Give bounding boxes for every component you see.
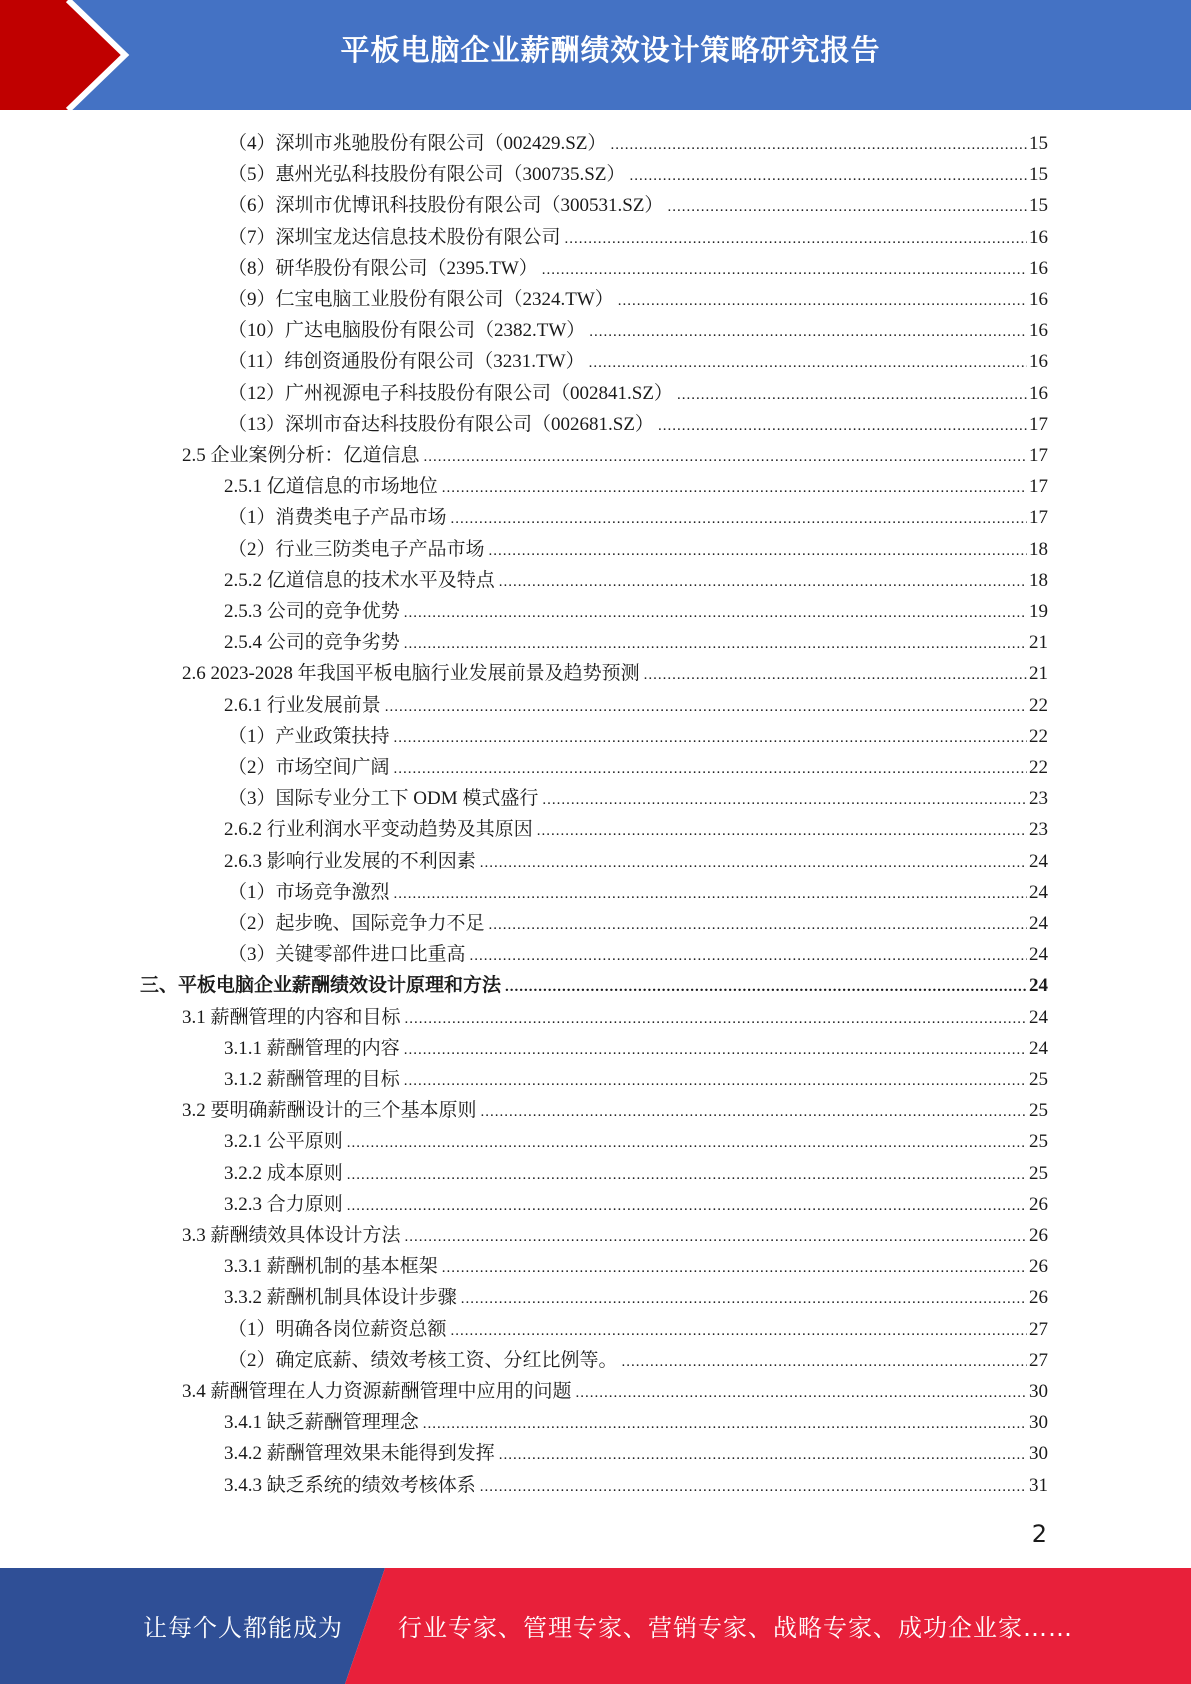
toc-dot-leader (618, 286, 1027, 317)
toc-dot-leader (489, 536, 1027, 567)
toc-dot-leader (451, 504, 1027, 535)
toc-dot-leader (405, 1222, 1027, 1253)
toc-entry-page: 27 (1029, 1349, 1048, 1371)
toc-dot-leader (537, 816, 1027, 847)
toc-entry[interactable] (228, 253, 1048, 284)
toc-entry-label: （3）关键零部件进口比重高 (228, 944, 466, 966)
toc-entry[interactable] (224, 1470, 1048, 1501)
toc-entry-label: 3.2.1 公平原则 (224, 1131, 343, 1153)
toc-dot-leader (542, 255, 1027, 286)
toc-entry[interactable] (182, 1002, 1048, 1033)
toc-entry[interactable] (228, 222, 1048, 253)
toc-entry-label: （2）确定底薪、绩效考核工资、分红比例等。 (228, 1349, 618, 1371)
toc-entry-label: 3.3.2 薪酬机制具体设计步骤 (224, 1287, 457, 1309)
toc-dot-leader (576, 1378, 1027, 1409)
toc-entry[interactable] (224, 846, 1048, 877)
toc-dot-leader (480, 848, 1027, 879)
toc-entry-page: 15 (1029, 195, 1048, 217)
toc-entry-page: 17 (1029, 413, 1048, 435)
toc-entry-label: （6）深圳市优博讯科技股份有限公司（300531.SZ） (228, 195, 664, 217)
footer-slogan-right: 行业专家、管理专家、营销专家、战略专家、成功企业家…… (398, 1614, 1073, 1642)
toc-entry[interactable] (224, 596, 1048, 627)
toc-entry-label: 3.1.1 薪酬管理的内容 (224, 1037, 400, 1059)
toc-entry-label: （1）产业政策扶持 (228, 725, 390, 747)
toc-dot-leader (499, 1440, 1027, 1471)
toc-entry[interactable] (182, 658, 1048, 689)
toc-entry[interactable] (228, 783, 1048, 814)
toc-entry[interactable] (228, 502, 1048, 533)
toc-entry-label: 2.6.3 影响行业发展的不利因素 (224, 850, 476, 872)
toc-entry[interactable] (228, 721, 1048, 752)
toc-dot-leader (470, 941, 1027, 972)
toc-entry-page: 26 (1029, 1287, 1048, 1309)
toc-entry-page: 24 (1029, 850, 1048, 872)
toc-entry-label: （1）消费类电子产品市场 (228, 507, 447, 529)
toc-entry-page: 24 (1029, 975, 1048, 997)
toc-entry-label: 2.5.4 公司的竞争劣势 (224, 632, 400, 654)
toc-entry[interactable] (228, 378, 1048, 409)
toc-dot-leader (667, 192, 1027, 223)
toc-entry-page: 15 (1029, 164, 1048, 186)
toc-entry[interactable] (228, 159, 1048, 190)
toc-entry-page: 24 (1029, 1037, 1048, 1059)
toc-entry-page: 19 (1029, 601, 1048, 622)
toc-dot-leader (505, 972, 1027, 1003)
toc-entry-page: 31 (1029, 1474, 1048, 1496)
toc-dot-leader (461, 1284, 1027, 1315)
toc-entry-page: 25 (1029, 1069, 1048, 1090)
toc-entry-label: 2.5 企业案例分析：亿道信息 (182, 445, 420, 466)
toc-entry-page: 23 (1029, 788, 1048, 810)
toc-entry[interactable] (224, 1064, 1048, 1095)
toc-entry-page: 15 (1029, 133, 1048, 154)
toc-dot-leader (347, 1191, 1027, 1222)
toc-entry[interactable] (228, 1345, 1048, 1376)
toc-dot-leader (644, 660, 1027, 691)
toc-dot-leader (394, 723, 1027, 754)
toc-entry-page: 24 (1029, 881, 1048, 903)
toc-entry-label: 2.6.1 行业发展前景 (224, 694, 381, 716)
toc-entry-label: 3.1 薪酬管理的内容和目标 (182, 1006, 401, 1028)
toc-entry[interactable] (224, 1251, 1048, 1282)
toc-entry[interactable] (224, 1407, 1048, 1438)
toc-entry[interactable] (224, 627, 1048, 658)
toc-dot-leader (622, 1347, 1027, 1378)
toc-entry-page: 25 (1029, 1100, 1048, 1122)
toc-dot-leader (394, 754, 1027, 785)
toc-dot-leader (542, 785, 1027, 816)
toc-dot-leader (480, 1472, 1027, 1503)
toc-dot-leader (404, 1066, 1027, 1097)
toc-dot-leader (499, 567, 1027, 598)
toc-entry-label: （11）纬创资通股份有限公司（3231.TW） (228, 351, 585, 373)
toc-entry[interactable] (224, 1126, 1048, 1157)
toc-entry-page: 24 (1029, 944, 1048, 966)
toc-entry-label: （13）深圳市奋达科技股份有限公司（002681.SZ） (228, 413, 654, 435)
toc-entry[interactable] (228, 128, 1048, 159)
toc-entry[interactable] (228, 190, 1048, 221)
toc-entry-page: 24 (1029, 913, 1048, 934)
toc-entry-page: 26 (1029, 1193, 1048, 1215)
toc-entry[interactable] (182, 440, 1048, 471)
toc-entry[interactable] (228, 534, 1048, 565)
toc-entry[interactable] (228, 877, 1048, 908)
toc-entry-label: （2）行业三防类电子产品市场 (228, 538, 485, 560)
toc-entry-page: 16 (1029, 289, 1048, 310)
toc-entry-label: 3.2 要明确薪酬设计的三个基本原则 (182, 1100, 477, 1122)
toc-dot-leader (658, 411, 1027, 442)
toc-dot-leader (451, 1316, 1027, 1347)
toc-entry-page: 16 (1029, 320, 1048, 342)
toc-entry-page: 18 (1029, 538, 1048, 560)
toc-entry-page: 25 (1029, 1162, 1048, 1184)
toc-dot-leader (404, 1035, 1027, 1066)
toc-entry[interactable] (228, 346, 1048, 377)
toc-entry-label: （5）惠州光弘科技股份有限公司（300735.SZ） (228, 164, 626, 186)
toc-entry-label: 3.1.2 薪酬管理的目标 (224, 1069, 400, 1090)
toc-entry[interactable] (224, 565, 1048, 596)
toc-dot-leader (347, 1128, 1027, 1159)
toc-entry[interactable] (140, 970, 1048, 1001)
toc-entry-label: 三、平板电脑企业薪酬绩效设计原理和方法 (140, 975, 502, 997)
toc-entry[interactable] (228, 1314, 1048, 1345)
toc-entry-label: 2.6.2 行业利润水平变动趋势及其原因 (224, 819, 533, 841)
toc-dot-leader (481, 1097, 1027, 1128)
toc-entry-label: 3.4 薪酬管理在人力资源薪酬管理中应用的问题 (182, 1381, 572, 1402)
toc-dot-leader (489, 910, 1027, 941)
toc-dot-leader (394, 879, 1027, 910)
toc-entry-label: （9）仁宝电脑工业股份有限公司（2324.TW） (228, 289, 614, 310)
toc-entry[interactable] (182, 1220, 1048, 1251)
toc-entry-label: 2.5.2 亿道信息的技术水平及特点 (224, 569, 495, 591)
toc-entry-page: 30 (1029, 1412, 1048, 1434)
toc-entry-label: （2）起步晚、国际竞争力不足 (228, 913, 485, 934)
toc-entry[interactable] (224, 814, 1048, 845)
toc-dot-leader (404, 598, 1027, 629)
toc-entry[interactable] (182, 1095, 1048, 1126)
toc-entry-page: 17 (1029, 445, 1048, 466)
toc-entry-label: 3.4.2 薪酬管理效果未能得到发挥 (224, 1443, 495, 1465)
toc-entry-label: 3.2.3 合力原则 (224, 1193, 343, 1215)
toc-dot-leader (442, 1253, 1027, 1284)
toc-entry[interactable] (224, 1158, 1048, 1189)
toc-entry-page: 18 (1029, 569, 1048, 591)
toc-entry-label: 2.5.3 公司的竞争优势 (224, 601, 400, 622)
toc-entry-page: 22 (1029, 757, 1048, 778)
toc-dot-leader (405, 1004, 1027, 1035)
toc-entry[interactable] (224, 1189, 1048, 1220)
toc-entry-label: （2）市场空间广阔 (228, 757, 390, 778)
toc-entry-label: （12）广州视源电子科技股份有限公司（002841.SZ） (228, 382, 673, 404)
toc-entry[interactable] (228, 409, 1048, 440)
toc-entry-page: 21 (1029, 663, 1048, 685)
toc-entry-page: 30 (1029, 1381, 1048, 1402)
toc-entry-page: 16 (1029, 257, 1048, 279)
toc-entry-label: 3.2.2 成本原则 (224, 1162, 343, 1184)
toc-entry[interactable] (228, 315, 1048, 346)
toc-dot-leader (629, 161, 1027, 192)
toc-entry-label: 3.3 薪酬绩效具体设计方法 (182, 1225, 401, 1246)
toc-entry-page: 16 (1029, 226, 1048, 248)
toc-dot-leader (423, 1409, 1027, 1440)
toc-entry[interactable] (224, 1033, 1048, 1064)
toc-entry-label: （1）明确各岗位薪资总额 (228, 1318, 447, 1340)
toc-dot-leader (589, 317, 1027, 348)
toc-entry-label: （1）市场竞争激烈 (228, 881, 390, 903)
toc-dot-leader (677, 380, 1027, 411)
toc-entry[interactable] (224, 471, 1048, 502)
toc-entry-page: 17 (1029, 476, 1048, 498)
toc-dot-leader (404, 629, 1027, 660)
toc-entry-page: 21 (1029, 632, 1048, 654)
toc-entry-label: （8）研华股份有限公司（2395.TW） (228, 257, 538, 279)
footer-slogan-left: 让每个人都能成为 (143, 1614, 343, 1642)
toc-entry-page: 22 (1029, 694, 1048, 716)
toc-entry-page: 26 (1029, 1256, 1048, 1278)
page-header (0, 0, 1191, 110)
toc-dot-leader (347, 1160, 1027, 1191)
report-title: 平板电脑企业薪酬绩效设计策略研究报告 (340, 33, 881, 67)
toc-entry-page: 24 (1029, 1006, 1048, 1028)
toc-entry-page: 16 (1029, 382, 1048, 404)
toc-dot-leader (589, 348, 1027, 379)
toc-entry-label: 3.3.1 薪酬机制的基本框架 (224, 1256, 438, 1278)
toc-entry-page: 25 (1029, 1131, 1048, 1153)
toc-entry-page: 16 (1029, 351, 1048, 373)
toc-entry[interactable] (224, 1438, 1048, 1469)
page-footer (0, 1568, 1191, 1684)
toc-dot-leader (442, 473, 1027, 504)
toc-entry-label: 3.4.3 缺乏系统的绩效考核体系 (224, 1474, 476, 1496)
toc-entry[interactable] (228, 939, 1048, 970)
toc-entry-label: 2.5.1 亿道信息的市场地位 (224, 476, 438, 498)
toc-entry-page: 26 (1029, 1225, 1048, 1246)
toc-entry-label: 3.4.1 缺乏薪酬管理理念 (224, 1412, 419, 1434)
toc-dot-leader (565, 224, 1027, 255)
toc-dot-leader (610, 130, 1027, 161)
toc-entry[interactable] (228, 752, 1048, 783)
toc-entry[interactable] (228, 908, 1048, 939)
toc-entry-label: 2.6 2023-2028 年我国平板电脑行业发展前景及趋势预测 (182, 663, 640, 685)
toc-entry-label: （3）国际专业分工下 ODM 模式盛行 (228, 788, 539, 810)
toc-dot-leader (424, 442, 1027, 473)
toc-entry-page: 27 (1029, 1318, 1048, 1340)
toc-entry-label: （4）深圳市兆驰股份有限公司（002429.SZ） (228, 133, 607, 154)
toc-entry[interactable] (224, 1282, 1048, 1313)
toc-entry-page: 17 (1029, 507, 1048, 529)
toc-entry-page: 30 (1029, 1443, 1048, 1465)
toc-entry[interactable] (228, 284, 1048, 315)
toc-entry-label: （10）广达电脑股份有限公司（2382.TW） (228, 320, 586, 342)
toc-dot-leader (385, 692, 1027, 723)
toc-entry[interactable] (224, 690, 1048, 721)
toc-entry-label: （7）深圳宝龙达信息技术股份有限公司 (228, 226, 561, 248)
toc-entry[interactable] (182, 1376, 1048, 1407)
page-number: 2 (1031, 1520, 1047, 1548)
toc-entry-page: 22 (1029, 725, 1048, 747)
toc-entry-page: 23 (1029, 819, 1048, 841)
